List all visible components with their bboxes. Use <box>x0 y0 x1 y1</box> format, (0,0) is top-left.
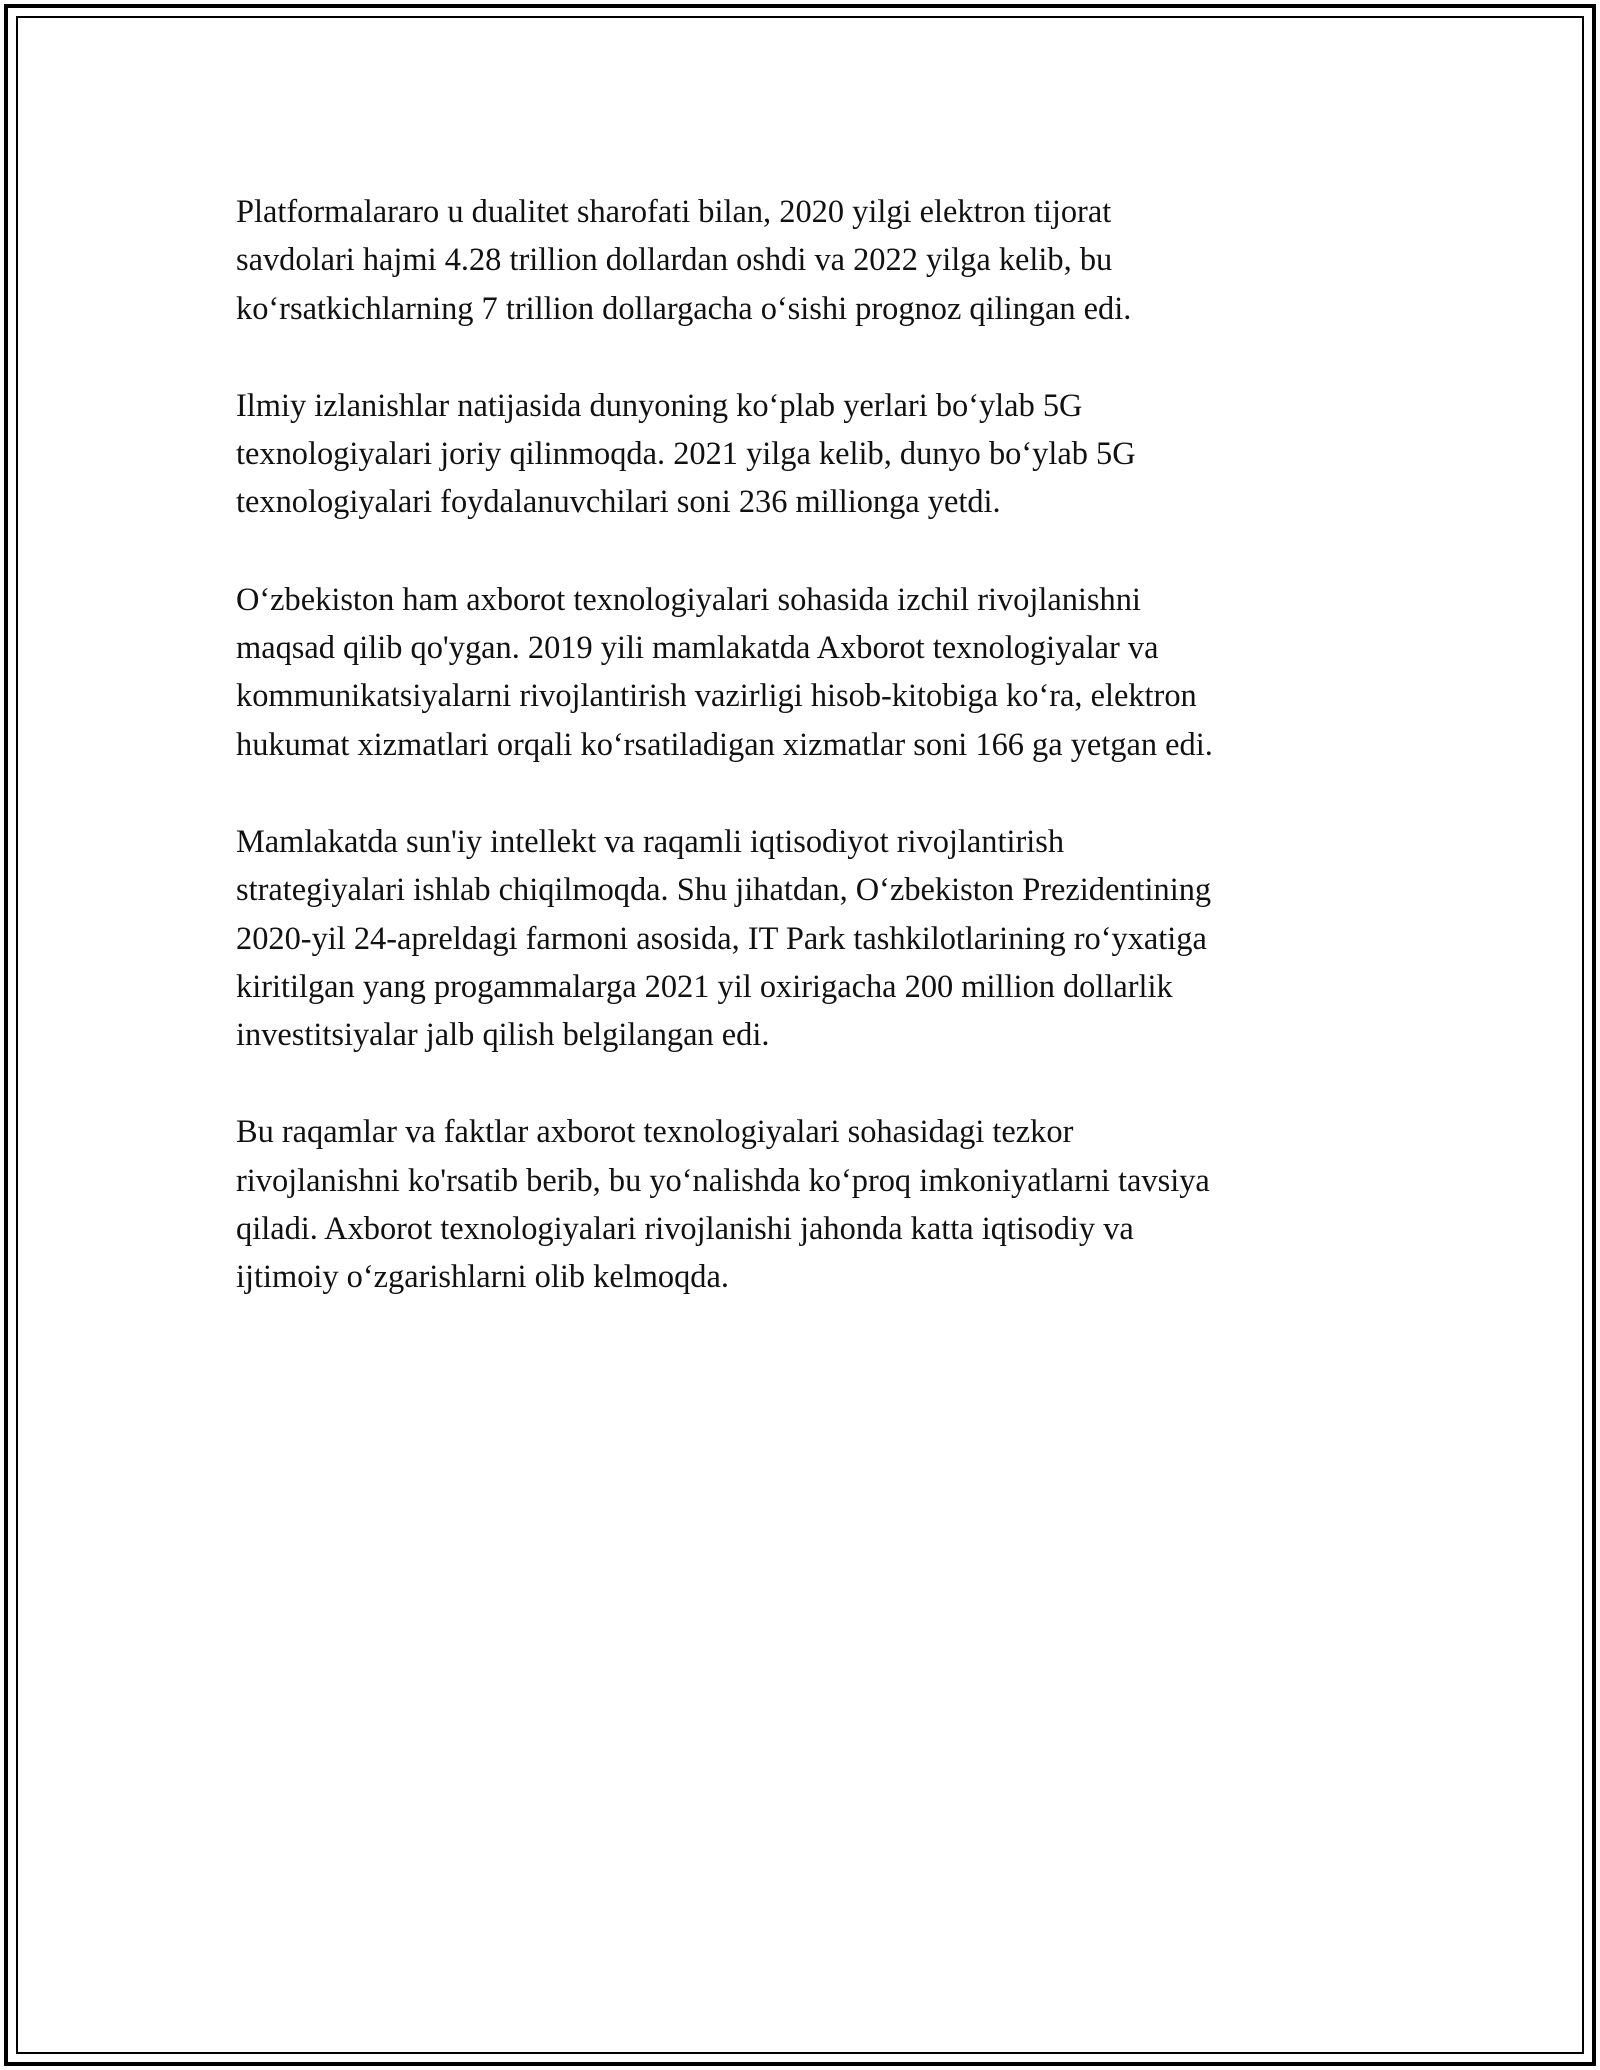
text-line: 2020-yil 24-apreldagi farmoni asosida, IT Park tashkilotlarining ro‘yxatiga <box>236 920 1207 957</box>
text-line: ijtimoiy o‘zgarishlarni olib kelmoqda. <box>236 1259 729 1296</box>
text-line: Ilmiy izlanishlar natijasida dunyoning ko‘plab yerlari bo‘ylab 5G <box>236 387 1083 424</box>
text-line: kiritilgan yang progammalarga 2021 yil oxirigacha 200 million dollarlik <box>236 968 1173 1005</box>
text-line: Bu raqamlar va faktlar axborot texnologiyalari sohasidagi tezkor <box>236 1114 1074 1151</box>
text-line: savdolari hajmi 4.28 trillion dollardan oshdi va 2022 yilga kelib, bu <box>236 242 1113 279</box>
text-line: qiladi. Axborot texnologiyalari rivojlanishi jahonda katta iqtisodiy va <box>236 1211 1134 1248</box>
text-line: investitsiyalar jalb qilish belgilangan edi. <box>236 1017 770 1054</box>
text-line: hukumat xizmatlari orqali ko‘rsatiladigan xizmatlar soni 166 ga yetgan edi. <box>236 726 1213 763</box>
paragraph-5g <box>236 382 1361 527</box>
paragraph-ecommerce <box>236 188 1361 333</box>
text-line: O‘zbekiston ham axborot texnologiyalari sohasida izchil rivojlanishni <box>236 581 1141 618</box>
text-line: texnologiyalari joriy qilinmoqda. 2021 yilga kelib, dunyo bo‘ylab 5G <box>236 436 1136 473</box>
text-line: ko‘rsatkichlarning 7 trillion dollargacha o‘sishi prognoz qilingan edi. <box>236 290 1132 327</box>
text-line: kommunikatsiyalarni rivojlantirish vazirligi hisob-kitobiga ko‘ra, elektron <box>236 678 1197 715</box>
text-line: rivojlanishni ko'rsatib berib, bu yo‘nalishda ko‘proq imkoniyatlarni tavsiya <box>236 1162 1210 1199</box>
text-line: Mamlakatda sun'iy intellekt va raqamli iqtisodiyot rivojlantirish <box>236 823 1065 860</box>
paragraph-uzbekistan-egov <box>236 576 1361 769</box>
text-line: strategiyalari ishlab chiqilmoqda. Shu jihatdan, O‘zbekiston Prezidentining <box>236 872 1212 909</box>
document-body <box>236 188 1361 1351</box>
text-line: Platformalararo u dualitet sharofati bilan, 2020 yilgi elektron tijorat <box>236 194 1112 230</box>
text-line: texnologiyalari foydalanuvchilari soni 236 millionga yetdi. <box>236 484 1001 521</box>
paragraph-conclusion <box>236 1108 1361 1301</box>
paragraph-ai-strategy <box>236 818 1361 1059</box>
text-line: maqsad qilib qo'ygan. 2019 yili mamlakatda Axborot texnologiyalar va <box>236 630 1159 667</box>
